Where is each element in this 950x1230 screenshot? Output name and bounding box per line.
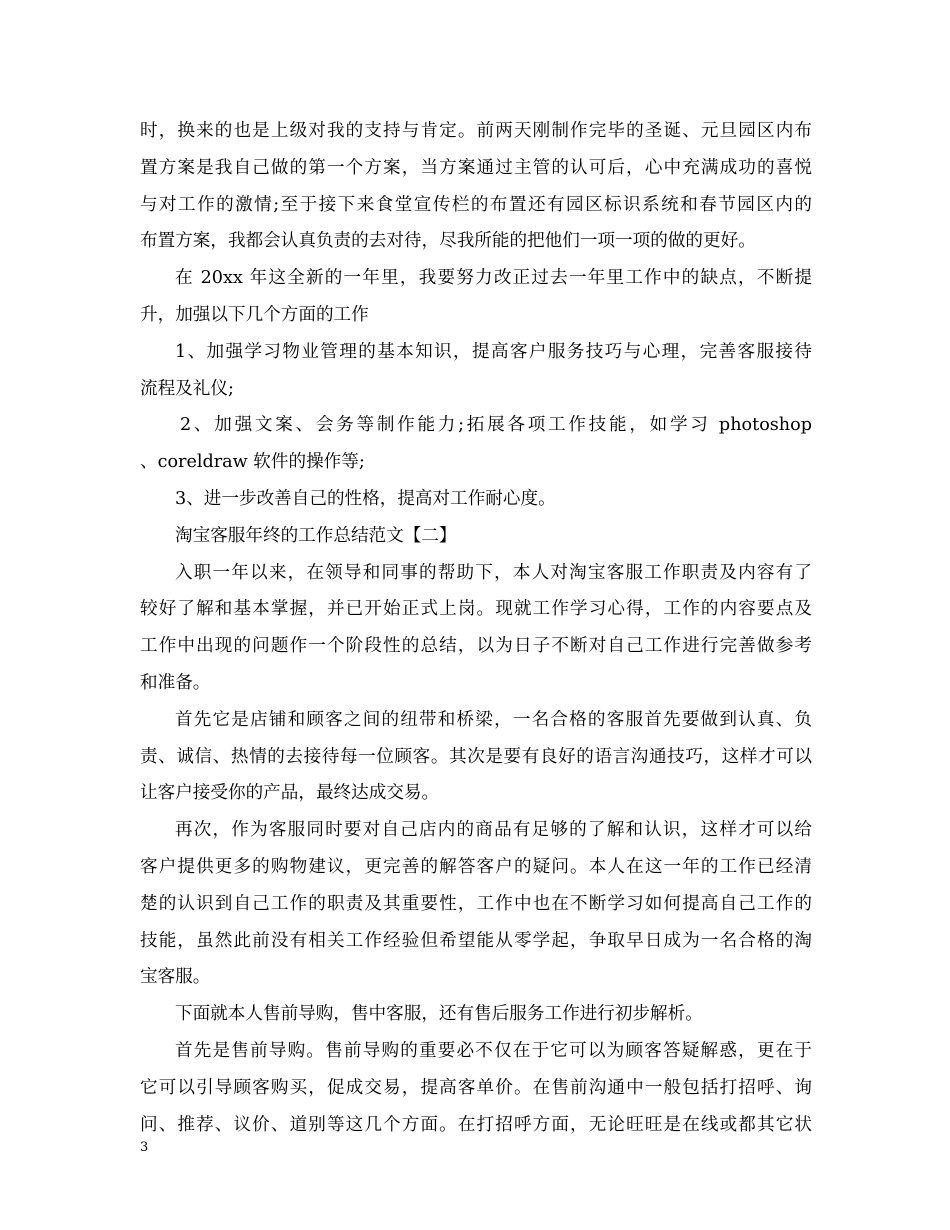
section-heading: 淘宝客服年终的工作总结范文【二】 [175, 525, 457, 546]
paragraph-line: 和准备。 [140, 672, 211, 693]
paragraph-line: 首先是售前导购。售前导购的重要必不仅在于它可以为顾客答疑解惑，更在于 [175, 1040, 812, 1061]
paragraph-line: 工作中出现的问题作一个阶段性的总结，以为日子不断对自己工作进行完善做参考 [140, 636, 812, 657]
paragraph-line: 升，加强以下几个方面的工作 [140, 304, 369, 325]
paragraph-line: 较好了解和基本掌握，并已开始正式上岗。现就工作学习心得，工作的内容要点及 [140, 599, 812, 620]
paragraph-line: 楚的认识到自己工作的职责及其重要性，工作中也在不断学习如何提高自己工作的 [140, 893, 812, 914]
paragraph-line: 客户提供更多的购物建议，更完善的解答客户的疑问。本人在这一年的工作已经清 [140, 856, 812, 877]
list-item-line: 流程及礼仪; [140, 378, 234, 399]
paragraph-line: 问、推荐、议价、道别等这几个方面。在打招呼方面，无论旺旺是在线或都其它状 [140, 1114, 812, 1135]
list-item-line: 3、进一步改善自己的性格，提高对工作耐心度。 [175, 488, 556, 509]
paragraph-line: 让客户接受你的产品，最终达成交易。 [140, 783, 440, 804]
paragraph-line: 入职一年以来，在领导和同事的帮助下，本人对淘宝客服工作职责及内容有了 [175, 562, 812, 583]
paragraph-line: 置方案是我自己做的第一个方案，当方案通过主管的认可后，心中充满成功的喜悦 [140, 157, 812, 178]
paragraph-line: 下面就本人售前导购，售中客服，还有售后服务工作进行初步解析。 [175, 1004, 703, 1025]
paragraph-line: 责、诚信、热情的去接待每一位顾客。其次是要有良好的语言沟通技巧，这样才可以 [140, 746, 812, 767]
paragraph-line: 它可以引导顾客购买，促成交易，提高客单价。在售前沟通中一般包括打招呼、询 [140, 1077, 812, 1098]
paragraph-line: 宝客服。 [140, 967, 211, 988]
list-item-line: 、coreldraw 软件的操作等; [140, 452, 365, 473]
paragraph-line: 首先它是店铺和顾客之间的纽带和桥梁，一名合格的客服首先要做到认真、负 [175, 709, 812, 730]
paragraph-line: 与对工作的激情;至于接下来食堂宣传栏的布置还有园区标识系统和春节园区内的 [140, 194, 812, 215]
list-item-line: 2、加强文案、会务等制作能力;拓展各项工作技能，如学习 photoshop [180, 415, 812, 436]
document-body [140, 113, 812, 1143]
paragraph-line: 布置方案，我都会认真负责的去对待，尽我所能的把他们一项一项的做的更好。 [140, 231, 756, 252]
paragraph-line: 时，换来的也是上级对我的支持与肯定。前两天刚制作完毕的圣诞、元旦园区内布 [140, 121, 812, 141]
paragraph-line: 再次，作为客服同时要对自己店内的商品有足够的了解和认识，这样才可以给 [175, 820, 812, 841]
paragraph-line: 在 20xx 年这全新的一年里，我要努力改正过去一年里工作中的缺点，不断提 [175, 268, 812, 289]
paragraph-line: 技能，虽然此前没有相关工作经验但希望能从零学起，争取早日成为一名合格的淘 [140, 930, 812, 951]
list-item-line: 1、加强学习物业管理的基本知识，提高客户服务技巧与心理，完善客服接待 [175, 341, 812, 362]
page-number: 3 [140, 1140, 149, 1155]
